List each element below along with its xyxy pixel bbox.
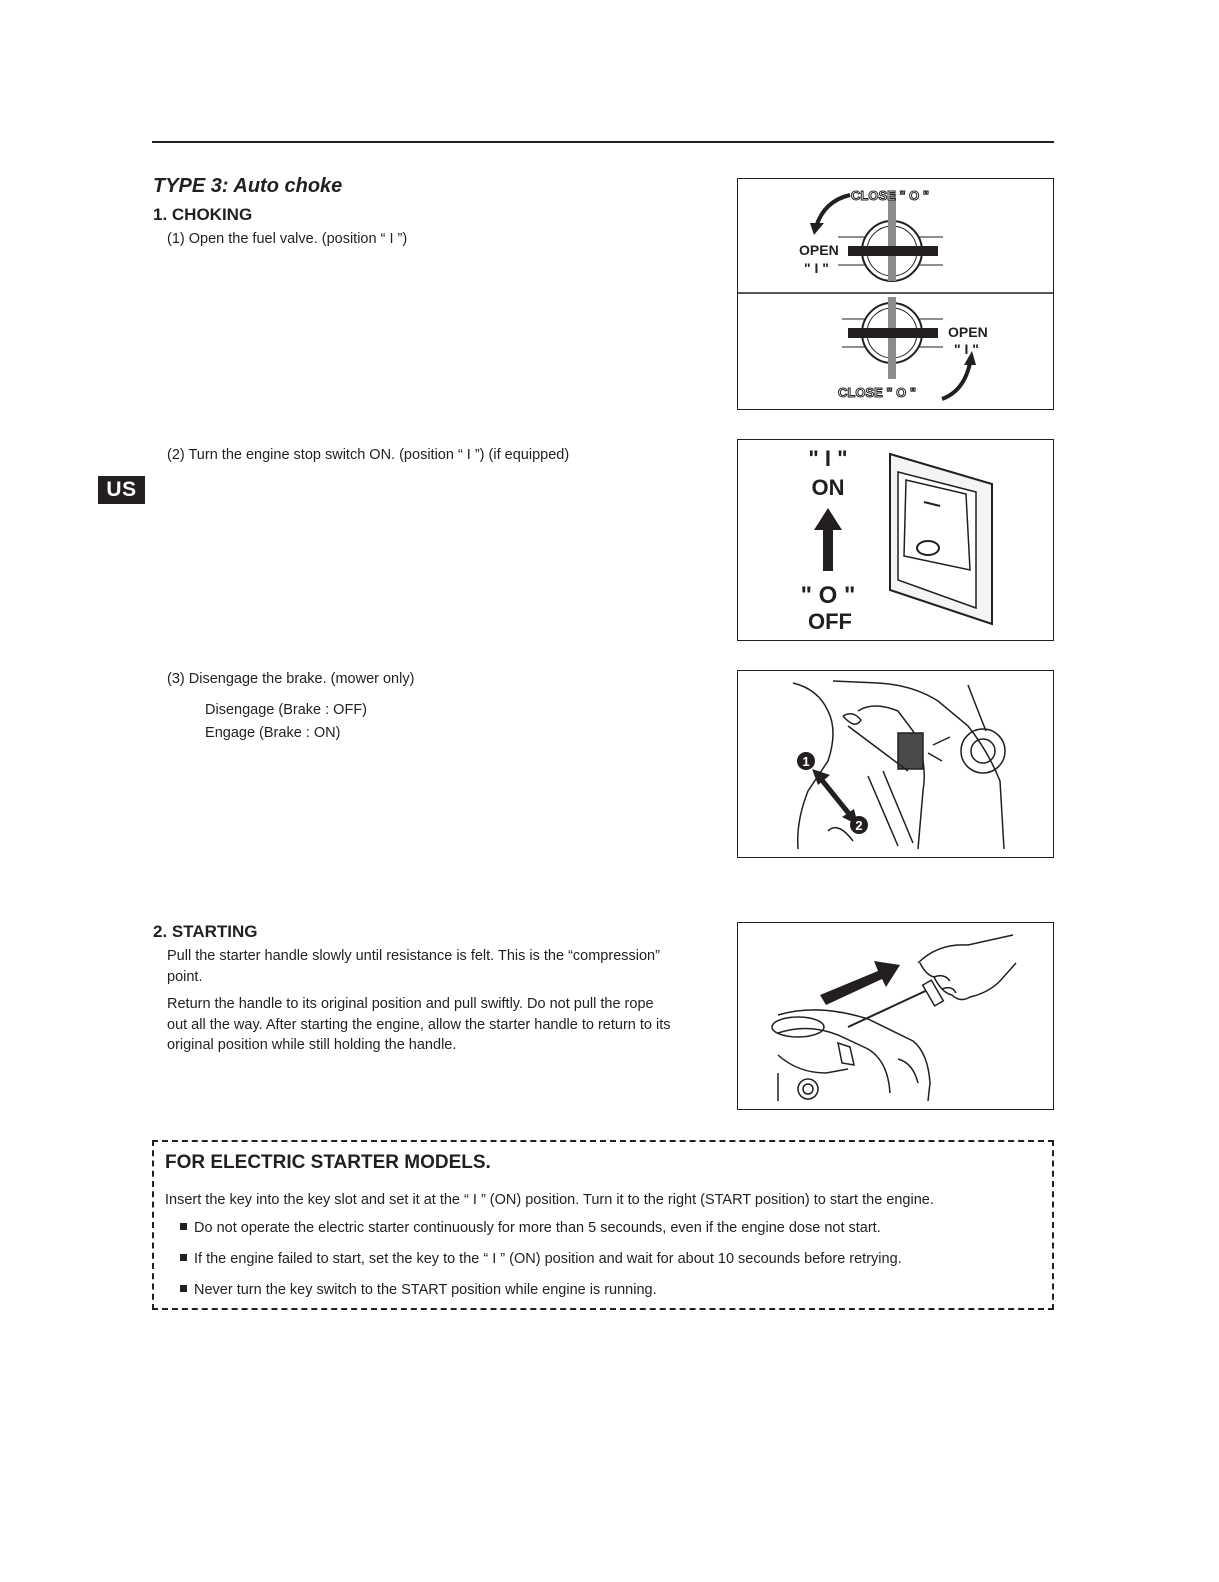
brake-option-text: Disengage (Brake : OFF) bbox=[205, 702, 368, 718]
electric-starter-intro: Insert the key into the key slot and set it at the “ I ” (ON) position. Turn it to the right (START position) to start the engine. bbox=[165, 1192, 934, 1208]
top-close-label: CLOSE " O " bbox=[851, 188, 930, 203]
bullet-square-icon bbox=[180, 1285, 187, 1292]
type-title: TYPE 3: Auto choke bbox=[153, 175, 343, 197]
brake-option-engage bbox=[185, 723, 340, 744]
bullet-square-icon bbox=[180, 1254, 187, 1261]
marker-1 bbox=[797, 752, 815, 770]
top-open-label: OPEN bbox=[799, 242, 839, 258]
marker-2-label: 2 bbox=[855, 818, 863, 833]
engine-housing-drawing bbox=[772, 1010, 930, 1101]
pull-arrow-icon bbox=[820, 961, 900, 1005]
brake-figure bbox=[737, 670, 1054, 858]
stop-switch-illustration bbox=[738, 440, 1054, 641]
bottom-close-label: CLOSE " O " bbox=[838, 385, 917, 400]
marker-1-label: 1 bbox=[802, 754, 810, 769]
step-2-text: (2) Turn the engine stop switch ON. (position “ I ”) (if equipped) bbox=[167, 447, 570, 463]
fuel-valve-open-top bbox=[810, 193, 943, 281]
electric-bullet-text: Never turn the key switch to the START position while engine is running. bbox=[194, 1282, 657, 1298]
starter-pull-illustration bbox=[738, 923, 1054, 1110]
stop-switch-figure bbox=[737, 439, 1054, 641]
starting-para-2-line-3: original position while still holding the handle. bbox=[167, 1037, 457, 1053]
marker-2 bbox=[850, 816, 868, 834]
fuel-valve-figure bbox=[737, 178, 1054, 410]
header-rule bbox=[152, 141, 1054, 143]
electric-bullet-3 bbox=[180, 1280, 657, 1301]
brake-illustration bbox=[738, 671, 1054, 858]
electric-bullet-text: If the engine failed to start, set the key to the “ I ” (ON) position and wait for about 10 secounds before retrying. bbox=[194, 1251, 902, 1267]
electric-starter-title: FOR ELECTRIC STARTER MODELS. bbox=[165, 1152, 491, 1173]
double-arrow-icon bbox=[812, 769, 858, 825]
off-label: OFF bbox=[808, 609, 852, 634]
starting-heading: 2. STARTING bbox=[153, 922, 258, 941]
brake-option-disengage bbox=[185, 700, 367, 721]
starting-para-1-line-2: point. bbox=[167, 969, 203, 985]
arrow-up-icon bbox=[814, 508, 842, 571]
choking-heading: 1. CHOKING bbox=[153, 205, 253, 224]
on-label: ON bbox=[811, 475, 845, 500]
top-open-position: " I " bbox=[804, 260, 829, 276]
electric-bullet-2 bbox=[180, 1249, 902, 1270]
starting-para-1-line-1: Pull the starter handle slowly until resistance is felt. This is the “compression” bbox=[167, 948, 660, 964]
bottom-open-position: " I " bbox=[954, 341, 979, 357]
language-tab: US bbox=[98, 476, 145, 504]
brake-option-text: Engage (Brake : ON) bbox=[205, 725, 341, 741]
electric-bullet-1 bbox=[180, 1218, 881, 1239]
electric-bullet-text: Do not operate the electric starter continuously for more than 5 secounds, even if the engine dose not start. bbox=[194, 1220, 881, 1236]
fuel-valve-illustration bbox=[738, 179, 1054, 410]
bottom-open-label: OPEN bbox=[948, 324, 988, 340]
bullet-square-icon bbox=[180, 1223, 187, 1230]
step-1-text: (1) Open the fuel valve. (position “ I ”) bbox=[167, 231, 408, 247]
step-3-text: (3) Disengage the brake. (mower only) bbox=[167, 671, 415, 687]
off-position-label: " O " bbox=[800, 582, 856, 609]
starter-pull-figure bbox=[737, 922, 1054, 1110]
mower-deck-drawing bbox=[793, 681, 1005, 849]
on-position-label: " I " bbox=[808, 446, 848, 471]
rocker-switch-icon bbox=[890, 454, 992, 624]
starting-para-2-line-1: Return the handle to its original position and pull swiftly. Do not pull the rope bbox=[167, 996, 654, 1012]
starting-para-2-line-2: out all the way. After starting the engine, allow the starter handle to return to its bbox=[167, 1017, 671, 1033]
